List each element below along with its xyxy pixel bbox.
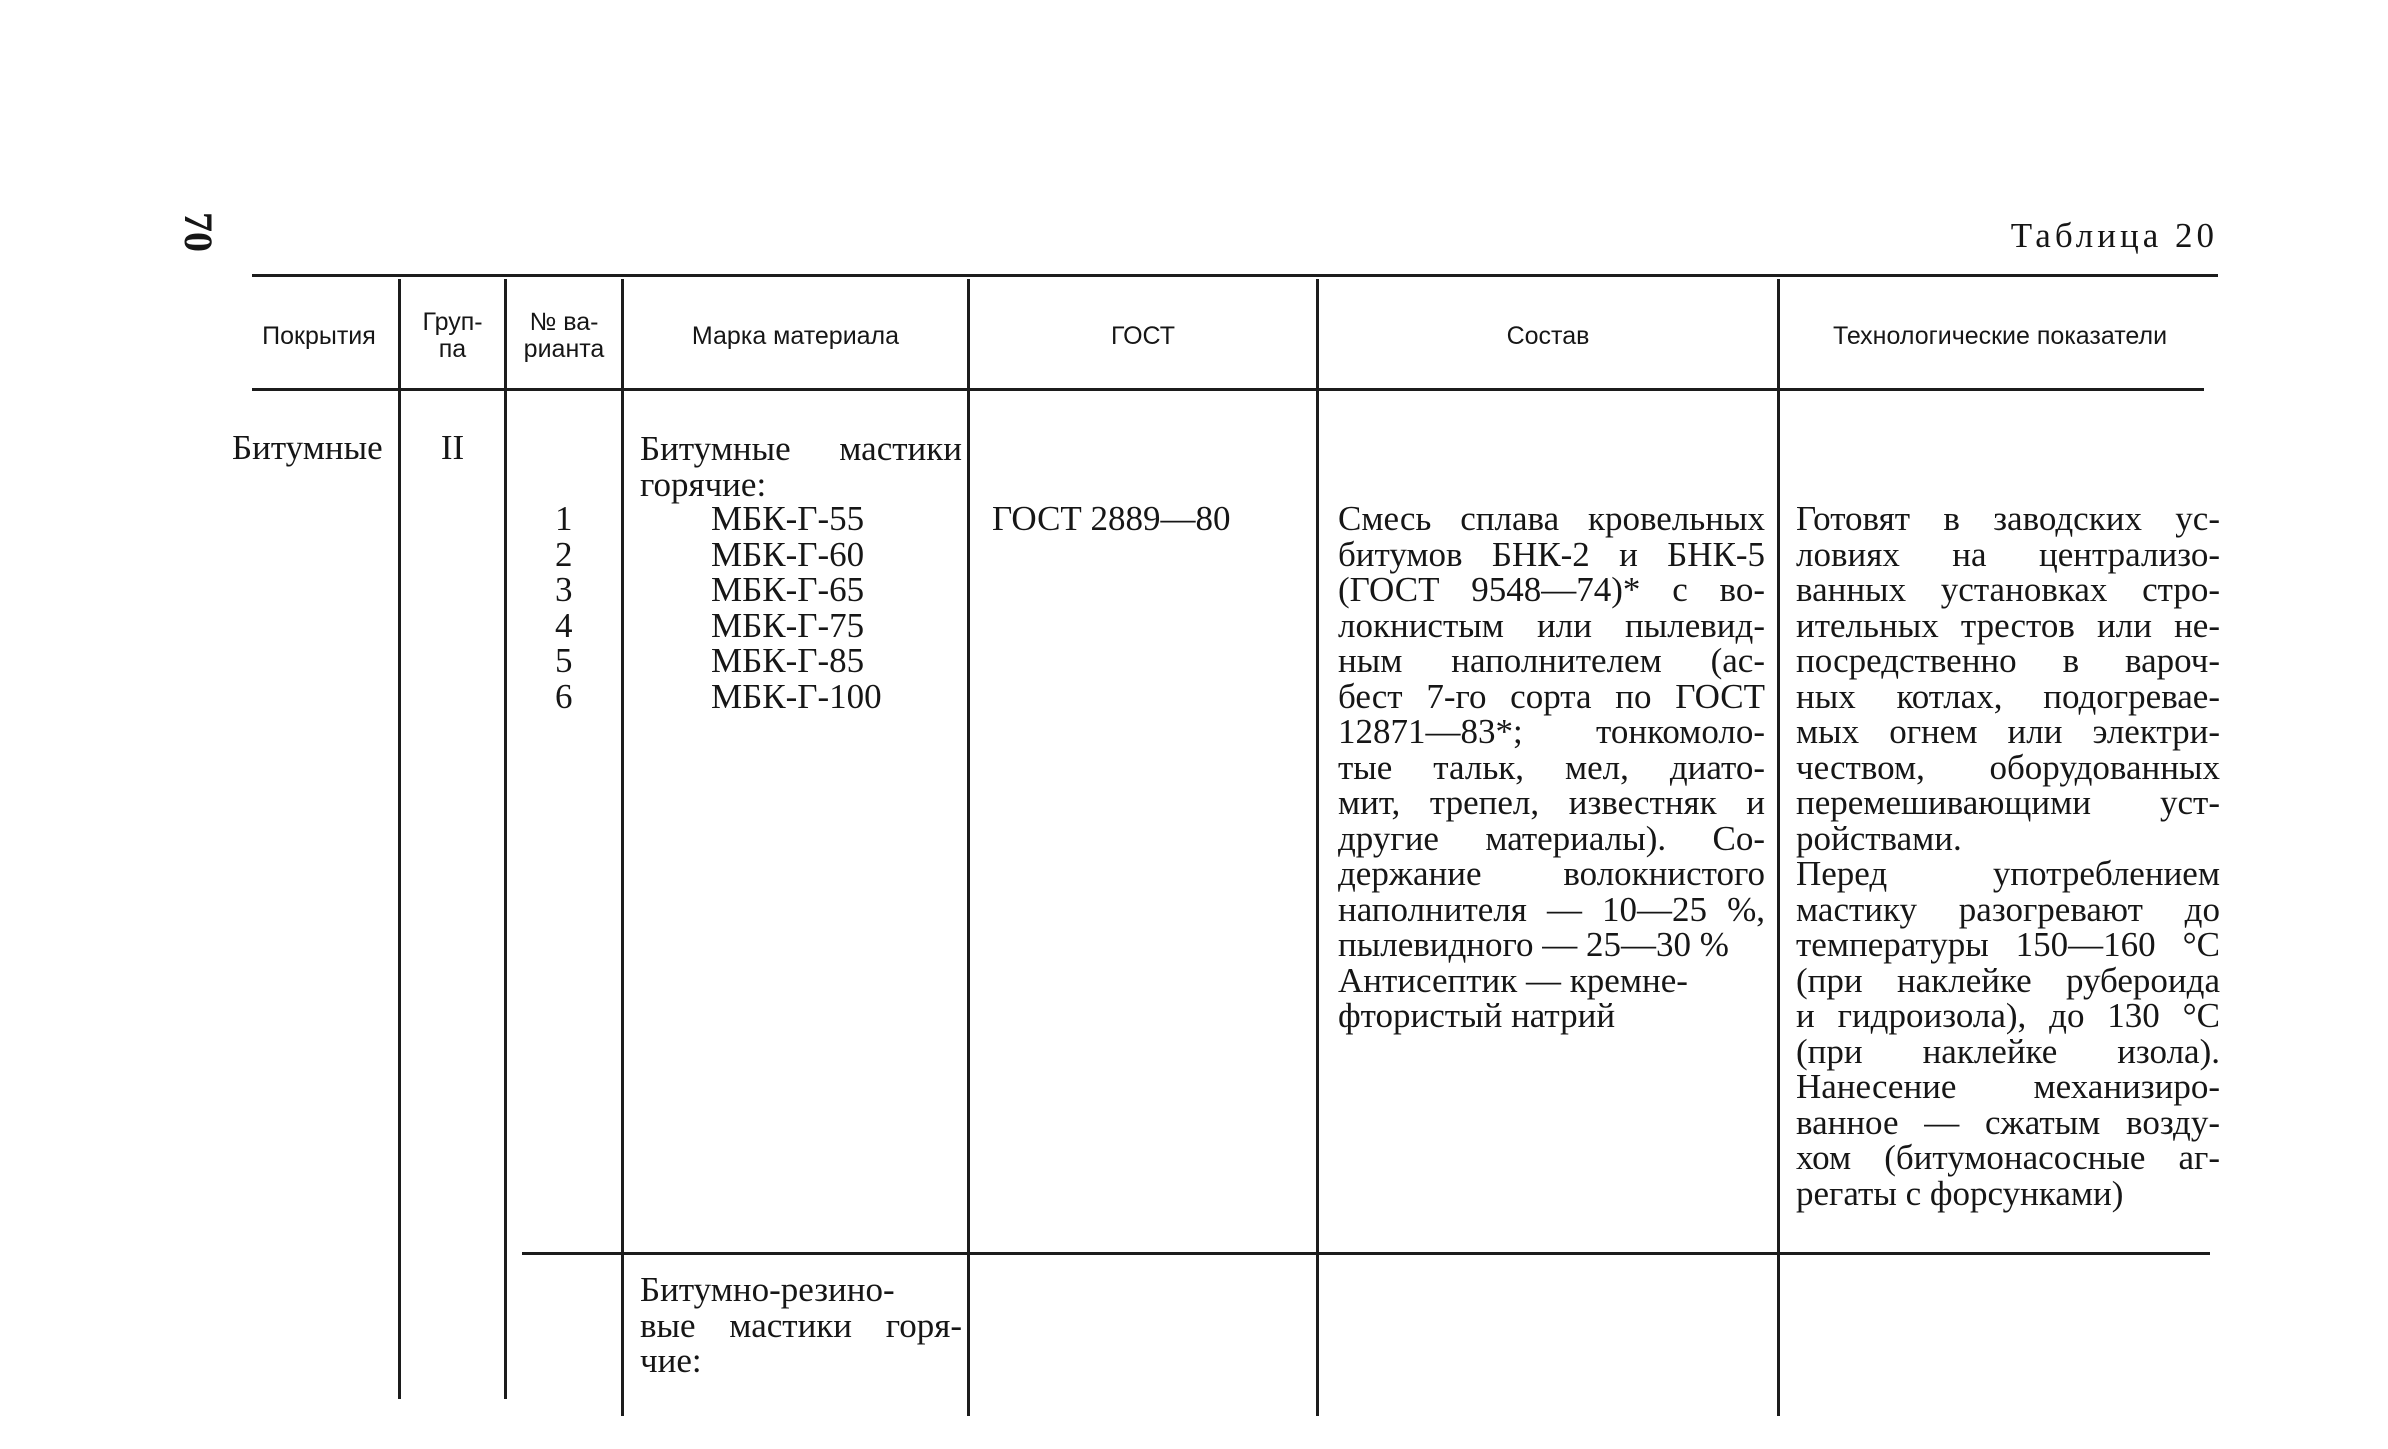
row2-brand-line: Битумно-резино-	[640, 1270, 895, 1309]
row1-brand-heading-line1: Битумные мастики	[640, 429, 962, 468]
row1-items	[507, 501, 967, 714]
tech-line: Готовят в заводских ус-	[1796, 499, 2220, 538]
header-tech	[1780, 282, 2220, 390]
brand-name: МБК-Г-55	[711, 499, 865, 538]
variant-number: 5	[555, 641, 573, 680]
row1-brand-heading-line2: горячие:	[640, 464, 767, 504]
list-item	[507, 643, 967, 679]
composition-line: 12871—83*; тонкомоло-	[1338, 712, 1765, 751]
tech-line: температуры 150—160 °С	[1796, 925, 2220, 964]
composition-line: битумов БНК-2 и БНК-5	[1338, 534, 1765, 574]
composition-line: бест 7-го сорта по ГОСТ	[1338, 676, 1765, 716]
row2-brand-line: чие:	[640, 1341, 702, 1380]
tech-line: ловиях на централизо-	[1796, 534, 2220, 574]
composition-line: локнистым или пылевид-	[1338, 605, 1765, 645]
row1-group: II	[440, 428, 465, 467]
page-number: 70	[176, 212, 221, 252]
table-top-rule	[252, 274, 2218, 277]
composition-line: пылевидного — 25—30 %	[1338, 925, 1729, 964]
composition-line: наполнителя — 10—25 %,	[1338, 889, 1765, 929]
header-coating-label: Покрытия	[262, 321, 376, 350]
header-variant-line2: рианта	[523, 335, 605, 363]
composition-line: мит, трепел, известняк и	[1338, 783, 1765, 822]
header-group	[401, 282, 504, 390]
tech-line: (при наклейке рубероида	[1796, 960, 2220, 1000]
brand-name: МБК-Г-100	[711, 676, 882, 716]
list-item	[507, 605, 967, 645]
header-group-line2: па	[438, 335, 467, 363]
header-variant-line1: № ва-	[529, 308, 599, 336]
header-composition-label: Состав	[1506, 321, 1590, 350]
row1-gost: ГОСТ 2889—80	[992, 499, 1231, 538]
header-brand-label: Марка материала	[691, 321, 900, 350]
brand-name: МБК-Г-85	[711, 641, 865, 680]
tech-line: ройствами.	[1796, 818, 1962, 858]
composition-line: (ГОСТ 9548—74)* с во-	[1338, 570, 1765, 609]
composition-line: другие материалы). Со-	[1338, 818, 1765, 858]
tech-line: перемешивающими уст-	[1796, 783, 2220, 822]
brand-name: МБК-Г-65	[711, 570, 865, 609]
brand-name: МБК-Г-75	[711, 605, 865, 645]
brand-name: МБК-Г-60	[711, 534, 865, 574]
header-brand	[624, 282, 967, 390]
tech-line: регаты с форсунками)	[1796, 1173, 2124, 1213]
tech-line: ванное — сжатым возду-	[1796, 1102, 2220, 1142]
variant-number: 4	[555, 605, 573, 645]
header-composition	[1319, 282, 1777, 390]
variant-number: 1	[555, 499, 573, 538]
tech-line: Перед употреблением	[1796, 854, 2220, 893]
composition-line: держание волокнистого	[1338, 854, 1765, 893]
tech-line: чеством, оборудованных	[1796, 747, 2220, 787]
composition-line: Смесь сплава кровельных	[1338, 499, 1765, 538]
tech-line: ных котлах, подогревае-	[1796, 676, 2220, 716]
col-rule-3	[621, 279, 624, 1416]
list-item	[507, 501, 967, 537]
row1-tech	[1796, 501, 2220, 1211]
table-title: Таблица 20	[2010, 216, 2218, 255]
header-variant	[507, 282, 621, 390]
header-tech-label: Технологические показатели	[1832, 321, 2168, 350]
header-gost	[970, 282, 1316, 390]
col-rule-5	[1316, 279, 1319, 1416]
tech-line: мых огнем или электри-	[1796, 712, 2220, 751]
col-rule-2	[504, 279, 507, 1399]
header-group-line1: Груп-	[422, 308, 483, 336]
variant-number: 2	[555, 534, 573, 574]
row1-composition	[1338, 501, 1765, 1034]
col-rule-6	[1777, 279, 1780, 1416]
row-divider-rule	[522, 1252, 2210, 1255]
tech-line: и гидроизола), до 130 °С	[1796, 996, 2220, 1035]
tech-line: ительных трестов или не-	[1796, 605, 2220, 645]
list-item	[507, 534, 967, 574]
tech-line: хом (битумонасосные аг-	[1796, 1138, 2220, 1177]
row1-coating: Битумные	[232, 428, 383, 467]
variant-number: 6	[555, 676, 573, 716]
tech-line: ванных установках стро-	[1796, 570, 2220, 609]
list-item	[507, 572, 967, 608]
tech-line: Нанесение механизиро-	[1796, 1067, 2220, 1106]
header-coating	[244, 282, 394, 390]
tech-line: мастику разогревают до	[1796, 889, 2220, 929]
row2-brand-line: вые мастики горя-	[640, 1305, 962, 1345]
tech-line: (при наклейке изола).	[1796, 1031, 2220, 1071]
row1-brand-heading	[640, 431, 962, 502]
col-rule-4	[967, 279, 970, 1416]
row2-brand	[640, 1272, 962, 1379]
tech-line: посредственно в вароч-	[1796, 641, 2220, 680]
list-item	[507, 676, 967, 716]
composition-line: фтористый натрий	[1338, 996, 1616, 1035]
composition-line: ным наполнителем (ас-	[1338, 641, 1765, 680]
variant-number: 3	[555, 570, 573, 609]
header-gost-label: ГОСТ	[1110, 321, 1176, 350]
composition-line: Антисептик — кремне-	[1338, 960, 1688, 1000]
composition-line: тые тальк, мел, диато-	[1338, 747, 1765, 787]
